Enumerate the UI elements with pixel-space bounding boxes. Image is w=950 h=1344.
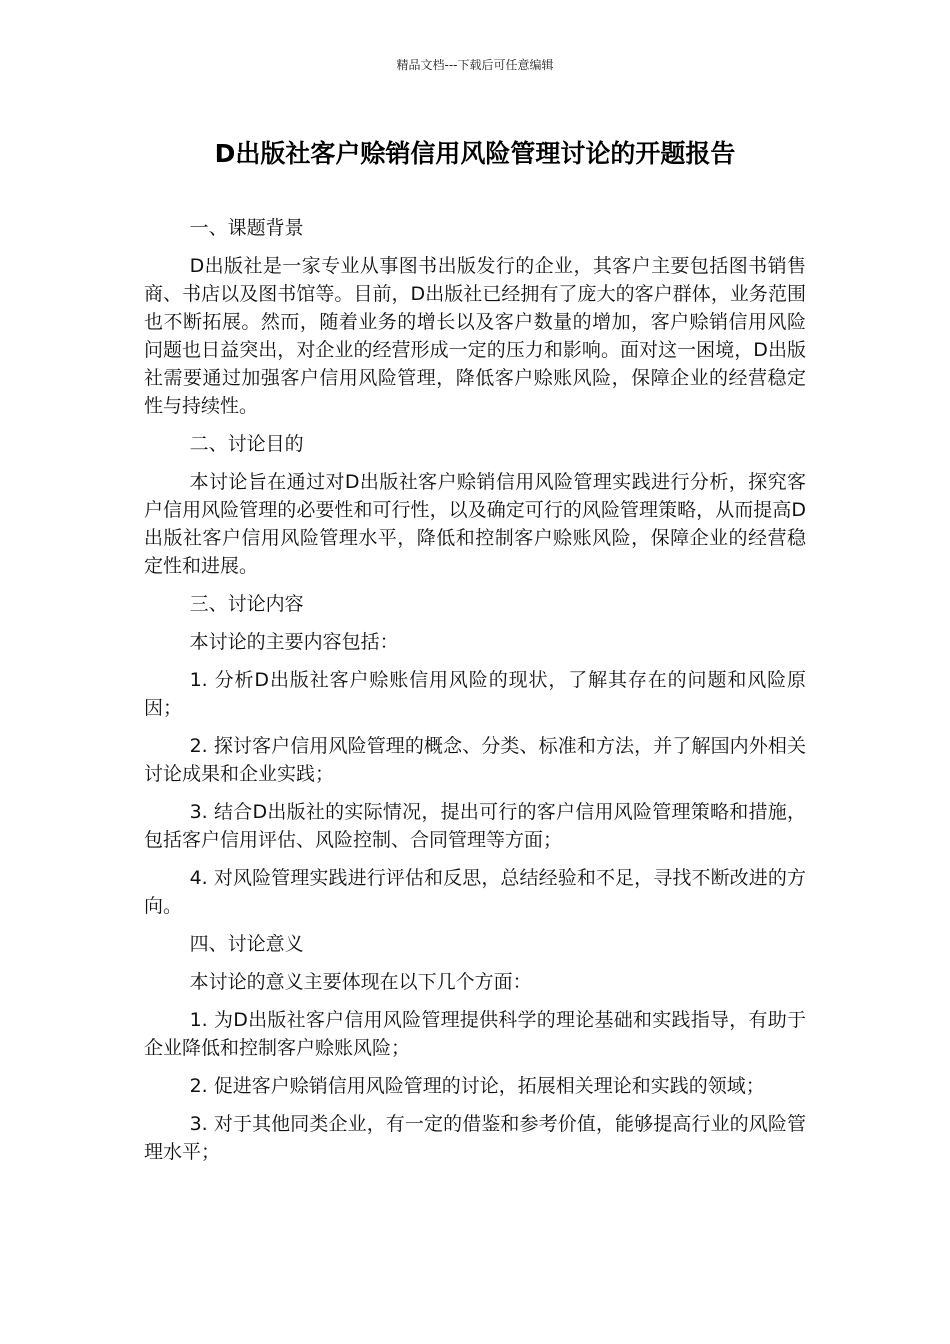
section-heading: 三、讨论内容 [189,593,304,615]
section-content [144,590,806,920]
section-heading: 二、讨论目的 [189,433,304,455]
section-significance [144,930,806,1166]
document-body [144,214,806,1176]
document-title: D出版社客户赊销信用风险管理讨论的开题报告 [214,139,736,168]
page-header-watermark: 精品文档---下载后可任意编辑 [396,58,554,72]
section-purpose [144,430,806,580]
list-item: 2. 探讨客户信用风险管理的概念、分类、标准和方法，并了解国内外相关讨论成果和企业实践； [144,735,806,785]
list-item: 2. 促进客户赊销信用风险管理的讨论，拓展相关理论和实践的领域； [189,1075,765,1097]
paragraph: 本讨论的意义主要体现在以下几个方面： [189,971,532,993]
list-item: 3. 对于其他同类企业，有一定的借鉴和参考价值，能够提高行业的风险管理水平； [144,1113,806,1163]
list-item: 1. 为D出版社客户信用风险管理提供科学的理论基础和实践指导，有助于企业降低和控制客户赊账风险； [144,1009,806,1059]
section-heading: 四、讨论意义 [189,933,304,955]
paragraph: D出版社是一家专业从事图书出版发行的企业，其客户主要包括图书销售商、书店以及图书馆等。目前，D出版社已经拥有了庞大的客户群体，业务范围也不断拓展。然而，随着业务的增长以及客户数量的增加，客户赊销信用风险问题也日益突出，对企业的经营形成一定的压力和影响。面对这一困境，D出版社需要通过加强客户信用风险管理，降低客户赊账风险，保障企业的经营稳定性与持续性。 [144,255,806,417]
list-item: 4. 对风险管理实践进行评估和反思，总结经验和不足，寻找不断改进的方向。 [144,867,806,917]
section-background [144,214,806,420]
paragraph: 本讨论的主要内容包括： [189,631,399,653]
list-item: 3. 结合D出版社的实际情况，提出可行的客户信用风险管理策略和措施，包括客户信用评估、风险控制、合同管理等方面； [144,801,806,851]
paragraph: 本讨论旨在通过对D出版社客户赊销信用风险管理实践进行分析，探究客户信用风险管理的必要性和可行性，以及确定可行的风险管理策略，从而提高D出版社客户信用风险管理水平，降低和控制客户赊账风险，保障企业的经营稳定性和进展。 [144,471,806,577]
section-heading: 一、课题背景 [189,217,304,239]
list-item: 1. 分析D出版社客户赊账信用风险的现状，了解其存在的问题和风险原因； [144,669,806,719]
